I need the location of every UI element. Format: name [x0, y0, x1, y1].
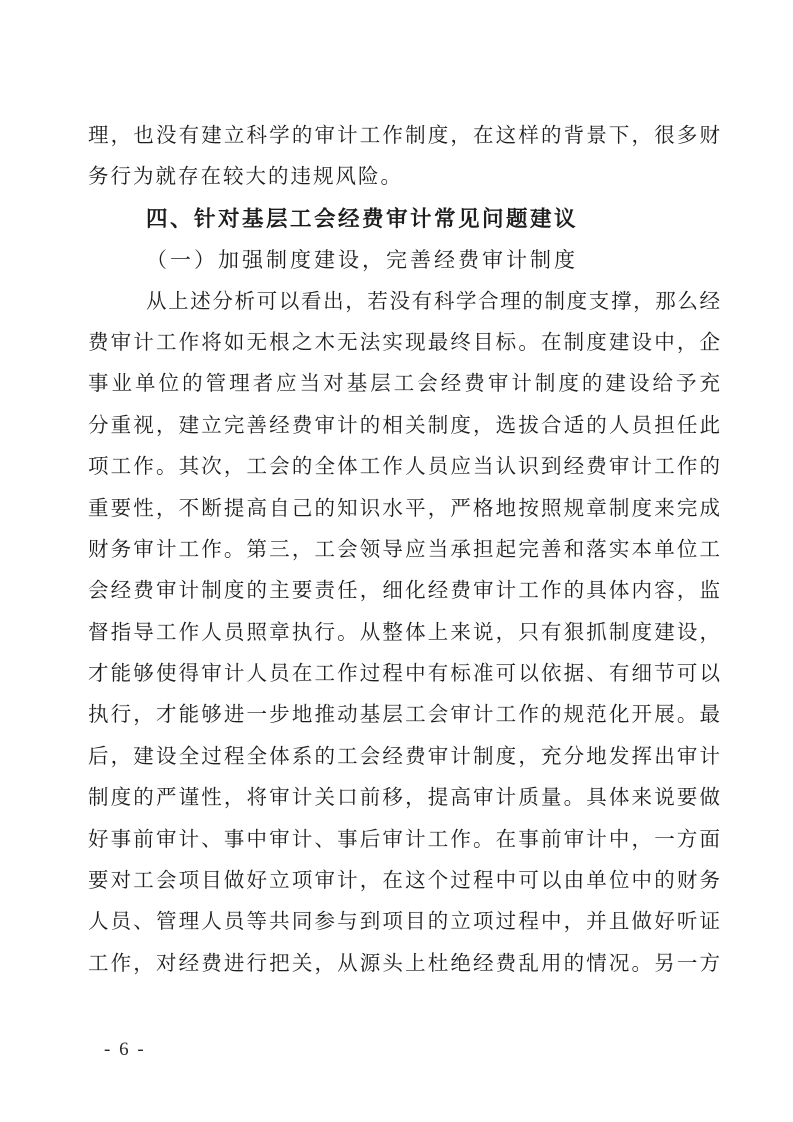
text-line: 好事前审计、事中审计、事后审计工作。在事前审计中，一方面 [88, 828, 720, 851]
page-number: - 6 - [104, 1039, 146, 1060]
text-line: 工作，对经费进行把关，从源头上杜绝经费乱用的情况。另一方 [88, 952, 720, 975]
text-line: 务行为就存在较大的违规风险。 [88, 166, 403, 189]
section-heading: 四、针对基层工会经费审计常见问题建议 [146, 206, 579, 231]
text-line: 会经费审计制度的主要责任，细化经费审计工作的具体内容，监 [88, 580, 720, 603]
text-block [88, 116, 720, 985]
text-line: 后，建设全过程全体系的工会经费审计制度，充分地发挥出审计 [88, 745, 720, 768]
text-line: 理，也没有建立科学的审计工作制度，在这样的背景下，很多财 [88, 125, 720, 147]
text-line: 督指导工作人员照章执行。从整体上来说，只有狠抓制度建设， [88, 621, 720, 644]
text-line: 分重视，建立完善经费审计的相关制度，选拔合适的人员担任此 [88, 414, 720, 437]
text-line: 执行，才能够进一步地推动基层工会审计工作的规范化开展。最 [88, 704, 720, 727]
sub-heading: （一）加强制度建设，完善经费审计制度 [146, 248, 578, 273]
text-line: 要对工会项目做好立项审计，在这个过程中可以由单位中的财务 [88, 870, 720, 893]
text-line: 项工作。其次，工会的全体工作人员应当认识到经费审计工作的 [88, 456, 720, 479]
text-line: 事业单位的管理者应当对基层工会经费审计制度的建设给予充 [88, 373, 720, 396]
text-line: 费审计工作将如无根之木无法实现最终目标。在制度建设中，企 [88, 331, 720, 354]
text-line: 财务审计工作。第三，工会领导应当承担起完善和落实本单位工 [88, 538, 720, 561]
text-line: 制度的严谨性，将审计关口前移，提高审计质量。具体来说要做 [88, 787, 720, 810]
text-line: 从上述分析可以看出，若没有科学合理的制度支撑，那么经 [146, 290, 720, 313]
text-line: 才能够使得审计人员在工作过程中有标准可以依据、有细节可以 [88, 663, 720, 686]
text-line: 人员、管理人员等共同参与到项目的立项过程中，并且做好听证 [88, 911, 720, 934]
text-line: 重要性，不断提高自己的知识水平，严格地按照规章制度来完成 [88, 497, 720, 520]
